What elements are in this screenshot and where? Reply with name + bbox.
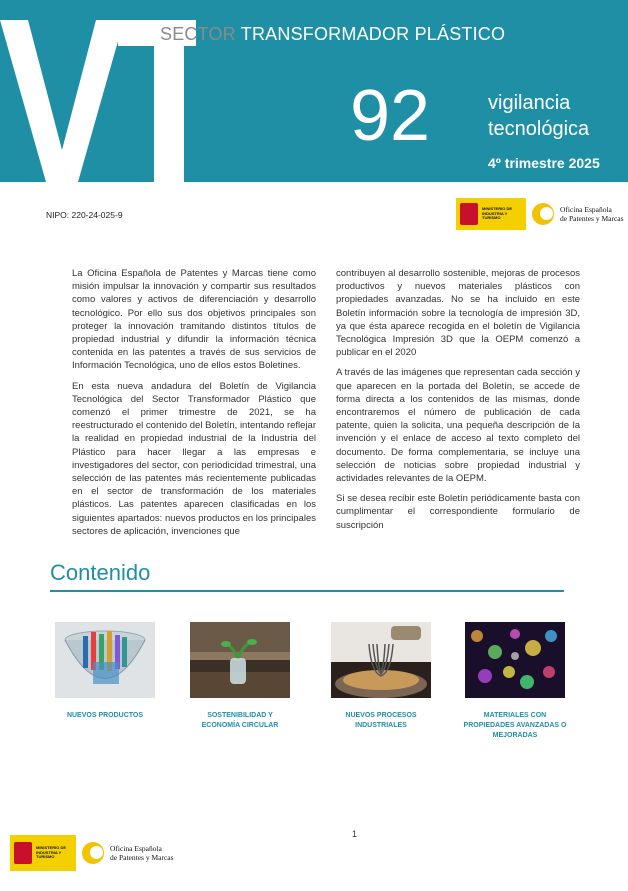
- spain-shield-icon: [14, 842, 32, 864]
- ministry-logo: [456, 198, 526, 230]
- bokeh-lights-image-icon[interactable]: [465, 622, 565, 698]
- oepm-name: [560, 205, 624, 223]
- oepm-name-line2: de Patentes y Marcas: [560, 214, 624, 223]
- mixer-whisk-image-icon[interactable]: [331, 622, 431, 698]
- glass-bowl-image-icon[interactable]: [55, 622, 155, 698]
- contents-heading: Contenido: [50, 560, 151, 585]
- bulletin-title-line2: tecnológica: [488, 118, 590, 140]
- section-label[interactable]: MATERIALES CON PROPIEDADES AVANZADAS O MEJORADAS: [463, 712, 567, 739]
- quarter-label: 4º trimestre 2025: [488, 155, 600, 171]
- institution-logos-bottom: [10, 835, 174, 871]
- section-tile-new-products[interactable]: [55, 622, 155, 721]
- contents-divider: [50, 590, 564, 592]
- intro-paragraph: contribuyen al desarrollo sostenible, mejoras de procesos productivos y nuevos materiales plásticos con propiedades avanzadas. No se ha incluido en este Boletín información sobre la tecnología de impresión 3D, ya que ésta aparece recogida en el boletín de Vigilancia Tecnológica Impresión 3D que la OEPM comenzó a publicar en el 2020: [336, 268, 580, 359]
- page-number: 1: [352, 829, 358, 839]
- section-tile-advanced-materials[interactable]: [462, 622, 568, 741]
- bulletin-title-line1: vigilancia: [488, 92, 571, 114]
- bottle-plant-image-icon[interactable]: [190, 622, 290, 698]
- section-label[interactable]: NUEVOS PRODUCTOS: [66, 712, 144, 719]
- oepm-name-line2: de Patentes y Marcas: [110, 853, 174, 862]
- spain-shield-icon: [460, 203, 478, 225]
- intro-column-right: [336, 267, 580, 539]
- section-label[interactable]: SOSTENIBILIDAD Y ECONOMÍA CIRCULAR: [201, 712, 279, 729]
- sector-name: TRANSFORMADOR PLÁSTICO: [240, 24, 506, 44]
- section-tile-sustainability[interactable]: [190, 622, 290, 731]
- oepm-logo-icon: [82, 842, 104, 864]
- issue-number: 92: [350, 76, 431, 156]
- oepm-name-line1: Oficina Española: [560, 205, 612, 214]
- ministry-name: MINISTERIO DE INDUSTRIA Y TURISMO: [36, 845, 67, 860]
- oepm-name-line1: Oficina Española: [110, 844, 162, 853]
- section-label[interactable]: NUEVOS PROCESOS INDUSTRIALES: [345, 712, 417, 729]
- intro-paragraph: A través de las imágenes que representan cada sección y que aparecen en la portada del Boletín, se accede de forma directa a los contenidos de las mismas, donde encontraremos el número de publicación de cada patente, quien la solicita, una pequeña descripción de la invención y el enlace de acceso al texto completo del documento. De forma complementaria, se incluye una selección de noticias sobre propiedad industrial y actividades relevantes de la OEPM.: [336, 367, 580, 485]
- institution-logos-top: [456, 198, 624, 230]
- intro-column-left: [72, 267, 316, 545]
- section-tile-new-processes[interactable]: [331, 622, 431, 731]
- nipo-code: NIPO: 220-24-025-9: [46, 210, 123, 220]
- oepm-name: [110, 844, 174, 862]
- ministry-name: MINISTERIO DE INDUSTRIA Y TURISMO: [482, 206, 513, 221]
- ministry-logo: [10, 835, 76, 871]
- sector-label: SECTOR: [160, 24, 236, 44]
- bulletin-title: [488, 90, 589, 142]
- intro-paragraph: La Oficina Española de Patentes y Marcas tiene como misión impulsar la innovación y compartir sus resultados como valores y activos de diferenciación y desarrollo tecnológico. Por ello sus dos objetivos principales son proteger la innovación tramitando distintos títulos de propiedad industrial y difundir la información técnica contenida en las patentes a través de sus servicios de Información Tecnológica, uno de ellos estos Boletines.: [72, 268, 316, 372]
- intro-paragraph: Si se desea recibir este Boletín periódicamente basta con cumplimentar el correspondiente formulario de suscripción: [336, 493, 580, 531]
- sector-title: [160, 24, 505, 45]
- oepm-logo-icon: [532, 203, 554, 225]
- intro-paragraph: En esta nueva andadura del Boletín de Vigilancia Tecnológica del Sector Transformador Plástico que comenzó el primer trimestre de 2021, se ha reestructurado el contenido del Boletín, intentando reflejar la realidad en propiedad industrial de la Industria del Plástico para hacer llegar a las empresas e investigadores del sector, con periodicidad trimestral, una selección de las patentes más recientemente publicadas en el sector de transformación de los materiales plásticos. Las patentes aparecen clasificadas en los siguientes apartados: nuevos productos en los principales sectores de aplicación, invenciones que: [72, 380, 316, 537]
- header-banner: [0, 0, 628, 182]
